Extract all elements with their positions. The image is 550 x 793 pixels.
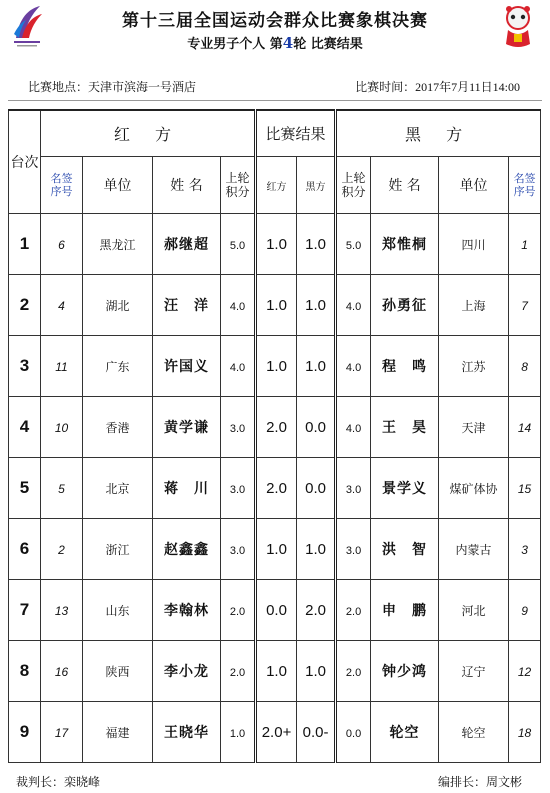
black-prev-points: 2.0: [345, 667, 362, 679]
table-row: [9, 701, 541, 762]
red-score-header: 红方: [256, 156, 297, 213]
red-player-name-cell: [153, 701, 221, 762]
red-unit-cell: [83, 396, 153, 457]
black-score: 0.0: [305, 480, 326, 497]
red-unit: 山东: [105, 604, 130, 618]
red-unit: 浙江: [105, 543, 130, 557]
black-player-name-cell: [371, 335, 439, 396]
red-score: 1.0: [266, 236, 287, 253]
red-seed-cell: [41, 213, 83, 274]
table-row: [9, 518, 541, 579]
black-seed: 3: [521, 543, 528, 557]
black-seed: 12: [517, 665, 532, 679]
red-prev-points-cell: [221, 518, 256, 579]
black-player-name-cell: [371, 457, 439, 518]
black-prev-points-cell: [336, 457, 371, 518]
table-row: [9, 274, 541, 335]
black-player-name: 王 昊: [382, 419, 428, 436]
black-score: 0.0-: [302, 724, 329, 741]
referee-name: 栾晓峰: [64, 775, 101, 789]
red-unit-cell: [83, 213, 153, 274]
board-number-cell: [9, 518, 41, 579]
black-unit: 煤矿体协: [449, 482, 498, 496]
board-number: 9: [19, 721, 30, 741]
red-score-cell: [256, 579, 297, 640]
red-seed: 10: [54, 421, 69, 435]
red-seed-cell: [41, 701, 83, 762]
red-seed: 17: [54, 726, 69, 740]
black-score-cell: [297, 274, 336, 335]
red-unit: 广东: [105, 360, 130, 374]
red-seed-cell: [41, 579, 83, 640]
black-seed-cell: [509, 701, 541, 762]
black-unit-cell: [439, 518, 509, 579]
black-prev-points: 5.0: [345, 240, 362, 252]
black-score: 1.0: [305, 358, 326, 375]
board-number-cell: [9, 335, 41, 396]
red-unit: 香港: [105, 421, 130, 435]
red-score-cell: [256, 335, 297, 396]
red-seed: 11: [55, 360, 68, 374]
black-unit-cell: [439, 213, 509, 274]
black-score-cell: [297, 701, 336, 762]
red-player-name: 黄学谦: [164, 419, 209, 436]
red-name-header: 姓 名: [153, 156, 221, 213]
red-unit-cell: [83, 457, 153, 518]
red-player-name: 汪 洋: [164, 297, 209, 314]
black-unit: 江苏: [461, 360, 486, 374]
black-score-cell: [297, 335, 336, 396]
arranger-label: 编排长：: [437, 775, 486, 789]
board-number: 6: [19, 538, 30, 558]
black-player-name-cell: [371, 701, 439, 762]
black-side-header: 黑 方: [336, 110, 541, 156]
red-seed-cell: [41, 396, 83, 457]
black-prev-points-cell: [336, 518, 371, 579]
red-unit: 湖北: [105, 299, 130, 313]
red-score-cell: [256, 213, 297, 274]
black-unit: 上海: [461, 299, 486, 313]
red-score: 1.0: [266, 663, 287, 680]
red-player-name: 李翰林: [164, 602, 209, 619]
board-number-cell: [9, 701, 41, 762]
black-seed-cell: [509, 396, 541, 457]
black-prev-points-header: 上轮积分: [336, 156, 371, 213]
red-seed-cell: [41, 518, 83, 579]
board-number: 1: [19, 233, 30, 253]
black-player-name: 孙勇征: [382, 297, 428, 314]
red-score: 1.0: [266, 358, 287, 375]
black-seed-cell: [509, 457, 541, 518]
red-unit: 福建: [105, 726, 130, 740]
black-score-cell: [297, 518, 336, 579]
result-header: 比赛结果: [256, 110, 336, 156]
red-score: 0.0: [266, 602, 287, 619]
black-player-name: 轮空: [389, 724, 420, 741]
black-player-name-cell: [371, 274, 439, 335]
red-player-name-cell: [153, 335, 221, 396]
red-player-name: 郝继超: [164, 236, 209, 253]
black-player-name-cell: [371, 640, 439, 701]
black-player-name: 程 鸣: [382, 358, 428, 375]
black-player-name: 郑惟桐: [382, 236, 428, 253]
black-seed-cell: [509, 213, 541, 274]
red-unit-cell: [83, 640, 153, 701]
black-score: 1.0: [305, 541, 326, 558]
black-unit-cell: [439, 335, 509, 396]
red-player-name-cell: [153, 457, 221, 518]
red-player-name-cell: [153, 518, 221, 579]
black-unit-cell: [439, 457, 509, 518]
red-seed: 4: [58, 299, 65, 313]
table-row: [9, 335, 541, 396]
red-seed: 6: [58, 238, 65, 252]
venue-info: [28, 78, 196, 95]
black-unit-cell: [439, 396, 509, 457]
board-number-cell: [9, 213, 41, 274]
black-seed-cell: [509, 518, 541, 579]
black-score-cell: [297, 579, 336, 640]
red-score-cell: [256, 274, 297, 335]
red-score-cell: [256, 396, 297, 457]
black-player-name: 洪 智: [382, 541, 428, 558]
black-unit-cell: [439, 579, 509, 640]
board-number: 3: [19, 355, 30, 375]
board-number-cell: [9, 274, 41, 335]
red-side-header: 红 方: [41, 110, 256, 156]
red-unit-cell: [83, 274, 153, 335]
red-player-name-cell: [153, 579, 221, 640]
black-prev-points-cell: [336, 213, 371, 274]
black-player-name-cell: [371, 213, 439, 274]
red-prev-points-cell: [221, 213, 256, 274]
board-number-cell: [9, 457, 41, 518]
red-prev-points-cell: [221, 274, 256, 335]
black-seed: 7: [521, 299, 528, 313]
red-prev-points-cell: [221, 396, 256, 457]
black-seed-cell: [509, 274, 541, 335]
black-prev-points: 3.0: [345, 484, 362, 496]
page-title: 第十三届全国运动会群众比赛象棋决赛: [122, 11, 428, 31]
black-score-header: 黑方: [297, 156, 336, 213]
black-score-cell: [297, 396, 336, 457]
time-value: 2017年7月11日14:00: [415, 80, 520, 94]
black-seed-cell: [509, 335, 541, 396]
black-prev-points: 4.0: [345, 301, 362, 313]
header-divider: [8, 100, 542, 101]
red-prev-points: 4.0: [229, 362, 246, 374]
red-prev-points-cell: [221, 640, 256, 701]
black-player-name-cell: [371, 518, 439, 579]
venue-label: 比赛地点：: [28, 80, 89, 94]
board-number: 5: [19, 477, 30, 497]
table-row: [9, 457, 541, 518]
red-prev-points: 5.0: [229, 240, 246, 252]
board-number-cell: [9, 640, 41, 701]
black-player-name: 景学义: [382, 480, 428, 497]
black-unit-cell: [439, 640, 509, 701]
results-table: [8, 109, 541, 763]
black-unit-header: 单位: [439, 156, 509, 213]
red-score-cell: [256, 640, 297, 701]
red-seed-cell: [41, 640, 83, 701]
black-score: 2.0: [305, 602, 326, 619]
red-score: 2.0: [266, 480, 287, 497]
red-seed-cell: [41, 335, 83, 396]
black-score-cell: [297, 457, 336, 518]
black-seed-cell: [509, 579, 541, 640]
black-prev-points: 3.0: [345, 545, 362, 557]
red-seed-cell: [41, 457, 83, 518]
black-unit: 辽宁: [461, 665, 486, 679]
referee-info: [16, 773, 100, 790]
red-player-name-cell: [153, 640, 221, 701]
black-seed-cell: [509, 640, 541, 701]
red-unit: 陕西: [105, 665, 130, 679]
table-row: [9, 213, 541, 274]
red-seed-header: 名签序号: [41, 156, 83, 213]
black-prev-points: 4.0: [345, 362, 362, 374]
red-player-name: 王晓华: [164, 724, 209, 741]
red-score: 2.0+: [261, 724, 292, 741]
black-score: 1.0: [305, 236, 326, 253]
red-prev-points: 3.0: [229, 423, 246, 435]
black-unit: 四川: [461, 238, 486, 252]
red-score: 2.0: [266, 419, 287, 436]
board-header: 台次: [9, 110, 41, 213]
board-number: 4: [19, 416, 30, 436]
red-player-name: 许国义: [164, 358, 209, 375]
black-seed: 8: [521, 360, 528, 374]
black-name-header: 姓 名: [371, 156, 439, 213]
page-subtitle: [0, 33, 550, 52]
venue-value: 天津市滨海一号酒店: [88, 80, 197, 94]
black-prev-points-cell: [336, 579, 371, 640]
black-seed: 14: [517, 421, 532, 435]
red-score-cell: [256, 518, 297, 579]
red-unit-cell: [83, 518, 153, 579]
black-unit: 内蒙古: [455, 543, 492, 557]
black-player-name: 钟少鸿: [382, 663, 428, 680]
time-label: 比赛时间：: [355, 80, 416, 94]
red-seed: 5: [58, 482, 65, 496]
black-score-cell: [297, 213, 336, 274]
black-seed: 9: [521, 604, 528, 618]
black-prev-points-cell: [336, 335, 371, 396]
black-unit-cell: [439, 701, 509, 762]
round-number: 4: [282, 34, 294, 52]
black-score: 1.0: [305, 297, 326, 314]
red-unit-cell: [83, 579, 153, 640]
red-score-cell: [256, 457, 297, 518]
black-unit: 河北: [461, 604, 486, 618]
black-seed: 1: [521, 238, 528, 252]
black-prev-points: 4.0: [345, 423, 362, 435]
subtitle-suffix: 轮 比赛结果: [293, 37, 363, 52]
subtitle-prefix: 专业男子个人 第: [187, 37, 283, 52]
board-number-cell: [9, 396, 41, 457]
red-unit-cell: [83, 335, 153, 396]
black-score: 1.0: [305, 663, 326, 680]
black-prev-points-cell: [336, 640, 371, 701]
red-prev-points: 1.0: [229, 728, 246, 740]
black-player-name-cell: [371, 579, 439, 640]
black-unit: 轮空: [461, 726, 486, 740]
black-unit: 天津: [461, 421, 486, 435]
black-prev-points-cell: [336, 274, 371, 335]
red-prev-points: 3.0: [229, 484, 246, 496]
red-prev-points: 2.0: [229, 667, 246, 679]
black-score-cell: [297, 640, 336, 701]
board-number: 8: [19, 660, 30, 680]
red-unit: 北京: [105, 482, 130, 496]
arranger-info: [438, 773, 522, 790]
referee-label: 裁判长：: [16, 775, 65, 789]
black-prev-points: 0.0: [345, 728, 362, 740]
black-seed-header: 名签序号: [509, 156, 541, 213]
red-score-cell: [256, 701, 297, 762]
red-prev-points-cell: [221, 335, 256, 396]
red-unit: 黑龙江: [99, 238, 136, 252]
red-player-name-cell: [153, 274, 221, 335]
red-player-name: 蒋 川: [164, 480, 209, 497]
red-unit-cell: [83, 701, 153, 762]
black-player-name-cell: [371, 396, 439, 457]
red-prev-points: 2.0: [229, 606, 246, 618]
red-prev-points-cell: [221, 701, 256, 762]
table-row: [9, 579, 541, 640]
red-prev-points-cell: [221, 457, 256, 518]
red-score: 1.0: [266, 541, 287, 558]
black-score: 0.0: [305, 419, 326, 436]
black-seed: 15: [517, 482, 532, 496]
red-score: 1.0: [266, 297, 287, 314]
red-seed: 2: [58, 543, 65, 557]
time-info: [355, 78, 520, 95]
red-prev-points-header: 上轮积分: [221, 156, 256, 213]
black-unit-cell: [439, 274, 509, 335]
black-prev-points-cell: [336, 396, 371, 457]
board-number-cell: [9, 579, 41, 640]
red-prev-points: 3.0: [229, 545, 246, 557]
board-number: 7: [19, 599, 30, 619]
red-seed-cell: [41, 274, 83, 335]
red-player-name: 赵鑫鑫: [164, 541, 209, 558]
red-player-name-cell: [153, 396, 221, 457]
red-seed: 13: [54, 604, 69, 618]
arranger-name: 周文彬: [485, 775, 522, 789]
red-player-name: 李小龙: [164, 663, 209, 680]
red-prev-points-cell: [221, 579, 256, 640]
red-prev-points: 4.0: [229, 301, 246, 313]
black-prev-points: 2.0: [345, 606, 362, 618]
black-prev-points-cell: [336, 701, 371, 762]
red-seed: 16: [54, 665, 69, 679]
red-unit-header: 单位: [83, 156, 153, 213]
table-row: [9, 640, 541, 701]
red-player-name-cell: [153, 213, 221, 274]
black-seed: 18: [517, 726, 532, 740]
black-player-name: 申 鹏: [382, 602, 428, 619]
board-number: 2: [19, 294, 30, 314]
table-row: [9, 396, 541, 457]
